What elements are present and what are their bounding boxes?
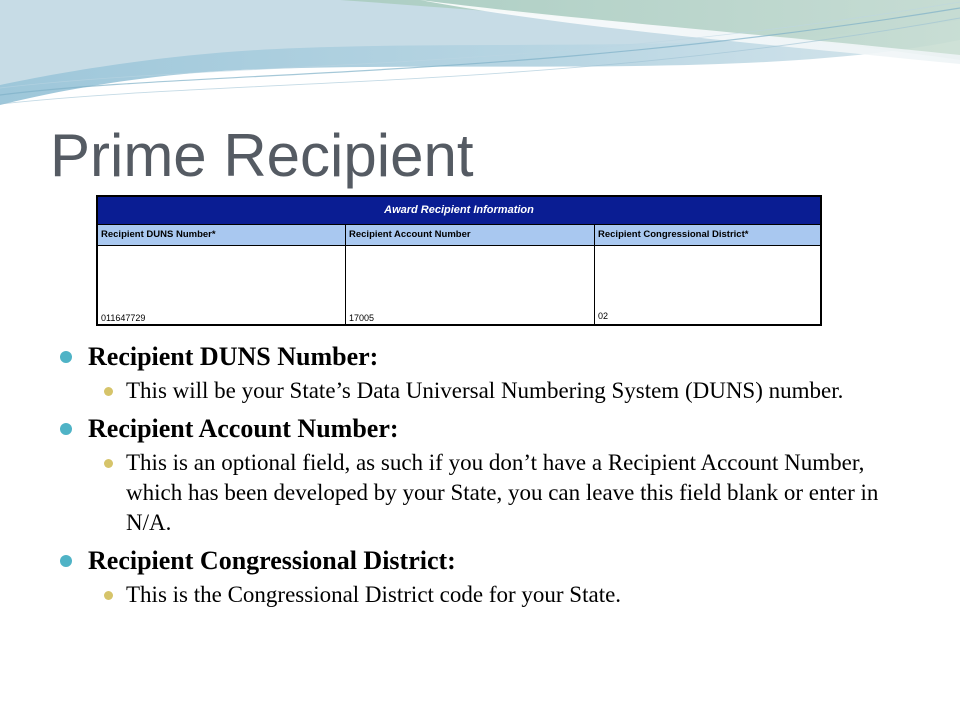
district-value-cell [595, 246, 820, 325]
duns-value: 011647729 [101, 313, 146, 323]
sub-bullet-duns [60, 376, 920, 406]
district-value: 02 [598, 311, 609, 321]
bullet-duns [60, 338, 920, 376]
account-label: Recipient Account Number [346, 225, 594, 246]
header-swoosh-decoration [0, 0, 960, 130]
bullet-heading: Recipient Account Number: [88, 414, 399, 443]
bullet-district [60, 542, 920, 580]
account-value-cell [346, 246, 594, 325]
bullet-dot-icon [60, 555, 72, 567]
account-value: 17005 [349, 313, 375, 323]
form-column-district [595, 225, 820, 325]
sub-bullet-district [60, 580, 920, 610]
bullet-dot-icon [60, 351, 72, 363]
sub-bullet-text: This will be your State’s Data Universal Numbering System (DUNS) number. [126, 378, 844, 403]
bullet-dot-icon [60, 423, 72, 435]
sub-bullet-text: This is the Congressional District code for your State. [126, 582, 622, 607]
sub-bullet-text: This is an optional field, as such if you don’t have a Recipient Account Number, which has been developed by your State, you can leave this field blank or enter in N/A. [126, 450, 879, 535]
bullet-list [60, 338, 920, 614]
form-column-account [346, 225, 595, 325]
form-column-duns [98, 225, 346, 325]
sub-bullet-dot-icon [104, 387, 113, 396]
award-recipient-form-image [96, 195, 822, 326]
form-header: Award Recipient Information [98, 197, 820, 225]
district-label: Recipient Congressional District* [595, 225, 820, 246]
slide-title: Prime Recipient [50, 122, 474, 189]
bullet-account [60, 410, 920, 448]
sub-bullet-dot-icon [104, 459, 113, 468]
bullet-heading: Recipient Congressional District: [88, 546, 456, 575]
sub-bullet-account [60, 448, 920, 538]
form-columns [98, 225, 820, 325]
bullet-heading: Recipient DUNS Number: [88, 342, 379, 371]
duns-value-cell [98, 246, 345, 325]
sub-bullet-dot-icon [104, 591, 113, 600]
duns-label: Recipient DUNS Number* [98, 225, 345, 246]
